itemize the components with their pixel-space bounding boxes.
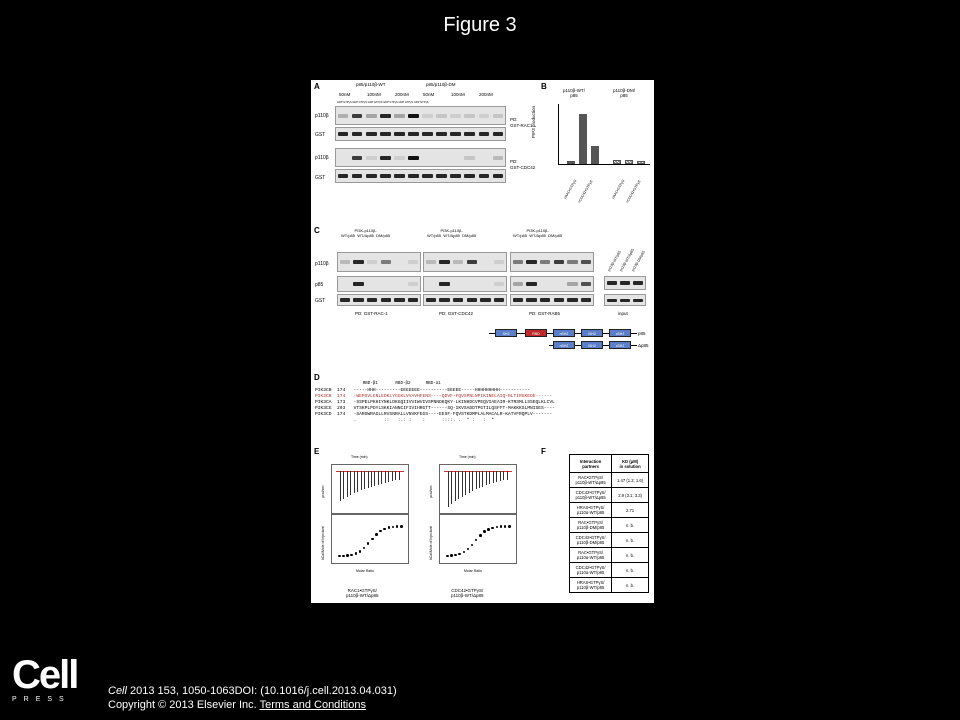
kd-row [570,473,649,488]
blot-band [381,260,391,264]
concentration-label: 200nM [395,92,409,97]
blot-band [540,260,550,264]
itc-point [346,554,349,557]
blot-band [394,298,404,302]
blot-band [394,156,405,160]
itc-point [363,547,366,550]
itc-spike [493,471,494,483]
blot-band [540,298,550,302]
itc-time-label: Time (min) [351,455,368,459]
itc-spike [496,471,497,482]
blot-band [513,260,523,264]
blot-band [620,299,630,302]
kd-partner: RAC•GTPγS/ p110α-WT/p85 [570,548,612,563]
itc-point [350,554,353,557]
citation-ref: 2013 153, 1050-1063DOI: (10.1016/j.cell.2013.04.031) [126,685,397,697]
cell-press-logo [12,653,82,703]
concentration-label: 50nM [339,92,351,97]
blot-band [479,174,490,178]
itc-raw-cdc42 [439,464,517,514]
kd-value: 1.47 (1.2; 1.6) [612,473,649,488]
blot-band [439,260,449,264]
blot-band [464,114,475,118]
panel-a-group-wt: p85/p110β-WT [356,82,386,87]
blot-c-rab5-gst [510,294,594,306]
itc-spike [368,471,369,488]
blot-band [464,132,475,136]
kd-value: 2.9 (3.1; 3.3) [612,488,649,503]
itc-spike [458,471,459,499]
itc-spike [469,471,470,493]
alignment-line: PIK3CB 174 -WEPSVLENLEDKLYGGKLVVAVHFENS----QDVF-FQVSPNLNPIKINELAIQ-RLTIRGKEDE------ [315,394,553,399]
itc-point [467,548,470,551]
blot-c-rab5-p85 [510,276,594,292]
blot-band [620,281,630,285]
blot-band [338,114,349,118]
blot-a-gst-rac1 [335,127,506,141]
journal-name: Cell [108,685,127,697]
blot-band [567,260,577,264]
blot-a-gst-cdc42 [335,169,506,183]
panel-b-bar [625,160,633,164]
blot-band [581,282,591,286]
itc-point [367,542,370,545]
itc-point [396,525,399,528]
blot-a-p110-rac1 [335,106,506,125]
alignment-line: PIK3CG 203 VTSKPLPDYLSKKIANNCIFIVIHRGTT------SQ-IKVSADDTPGTILQSFFT-MAKKKSLMNISES---- [315,406,555,411]
itc-spike [500,471,501,481]
panel-b-group-wt: p110β-WT/ p85 [563,88,586,98]
panel-b-bar [613,160,621,164]
itc-point [479,534,482,537]
blot-band [554,298,564,302]
itc-spike [385,471,386,483]
panel-a-pd-rac1: PD: GST-RAC1 [510,117,533,128]
itc-time-label: Time (min) [459,455,476,459]
panel-c-label: C [314,226,320,235]
domain-box: SH3 [495,329,517,337]
copyright-text: Copyright © 2013 Elsevier Inc. [108,699,260,711]
blot-band [367,298,377,302]
blot-band [436,174,447,178]
blot-c-rac1-gst [337,294,421,306]
terms-link[interactable]: Terms and Conditions [259,699,366,711]
kd-row [570,548,649,563]
panel-b-xtick: +RAC•GTPγS [563,178,578,200]
itc-caption-rac1: RAC1•GTPγS/ p110β-WT/Δp85 [346,588,379,598]
blot-band [380,132,391,136]
kd-partner: CDC42•GTPγS/ p110α-WT/p85 [570,563,612,578]
itc-point [508,525,511,528]
domain-box: iSH2 [581,341,603,349]
itc-spike [489,471,490,484]
itc-spike [347,471,348,497]
blot-band [381,298,391,302]
panel-b-group-dm: p110β-DM/ p85 [613,88,636,98]
itc-point [458,553,461,556]
itc-spike [476,471,477,489]
itc-point [375,533,378,536]
blot-band [408,298,418,302]
domain-label-p85: p85 [638,331,646,336]
itc-point [383,528,386,531]
panel-a-nucleotides: GDP GTPγS GDP GTPγS GDP GTPγS GDP GTPγS GDP GTPγS GDP GTPγS [337,101,429,104]
kd-value: n. b. [612,548,649,563]
itc-spike [472,471,473,491]
domain-box: iSH2 [581,329,603,337]
itc-point [500,525,503,528]
kd-header-kd: KD (μM) in solution [612,455,649,473]
itc-spike [388,471,389,482]
blot-band [633,299,643,302]
blot-band [352,174,363,178]
panel-b-bar [591,146,599,164]
blot-band [493,114,504,118]
blot-band [453,260,463,264]
kd-value: n. b. [612,518,649,533]
panel-a-row-label: GST [315,175,326,181]
panel-c-row-label: p110β [315,261,329,267]
itc-spike [465,471,466,495]
panel-c-input-col: p110β-DM/p85 [631,250,646,272]
itc-spike [381,471,382,484]
panel-a-label: A [314,82,320,91]
kd-header-partners: Interaction partners [570,455,612,473]
panel-b-x-axis [558,164,650,165]
itc-spike [374,471,375,486]
blot-band [581,260,591,264]
itc-spike [343,471,344,499]
blot-band [408,156,419,160]
itc-spike [378,471,379,485]
panel-b-bar [567,161,575,164]
kd-partner: RAC•GTPγS/ p110β-WT/Δp85 [570,473,612,488]
itc-xlabel: Molar Ratio [464,569,482,573]
itc-point [491,527,494,530]
panel-c-input-col: p110β-WT/Δp85 [619,248,636,272]
blot-band [493,132,504,136]
blot-band [352,156,363,160]
panel-b-bar [579,114,587,164]
domain-box: nSH2 [553,329,575,337]
panel-d-label: D [314,373,320,382]
blot-band [526,282,536,286]
panel-c-group-title: PI3K-p110β- WT/p85 WT/Δp85 DM/p85 [427,228,477,238]
blot-band [353,260,363,264]
domain-box: nSH2 [553,341,575,349]
itc-point [400,525,403,528]
concentration-label: 50nM [423,92,435,97]
panel-b-xtick: +RAC•GTPγS [611,178,626,200]
kd-value: n. b. [612,533,649,548]
itc-point [475,539,478,542]
kd-partner: CDC42•GTPγS/ p110β-DM/p85 [570,533,612,548]
kd-value: 2.71 [612,503,649,518]
panel-c-group-title: PI3K-p110β- WT/p85 WT/Δp85 DM/p85 [513,228,563,238]
kd-partner: HRAS•GTPγS/ p110α-WT/p85 [570,503,612,518]
blot-band [422,174,433,178]
panel-c-pd-rac1: PD: GST-RAC-1 [355,311,388,316]
itc-spike [503,471,504,480]
figure-image [311,80,654,603]
concentration-label: 200nM [479,92,493,97]
itc-spike [462,471,463,497]
itc-caption-cdc42: CDC42•GTPγS/ p110β-WT/Δp85 [451,588,484,598]
blot-band [581,298,591,302]
panel-c-pd-rab5: PD: GST-RAB5 [529,311,561,316]
blot-band [450,132,461,136]
itc-spike [364,471,365,489]
panel-a-pd-cdc42: PD: GST-CDC42 [510,159,536,170]
blot-c-cdc42-gst [423,294,507,306]
blot-band [338,132,349,136]
panel-b-ylabel: PIP3 production [531,105,536,138]
itc-point [463,551,466,554]
panel-b-bar [637,161,645,164]
domain-box: RBD [525,329,547,337]
panel-b-label: B [541,82,547,91]
domain-box: cSH2 [609,329,631,337]
panel-c-row-label: p85 [315,282,324,288]
blot-band [408,260,418,264]
blot-band [366,114,377,118]
itc-spike [354,471,355,493]
kd-row [570,563,649,578]
alignment-line: PIK3CB 174 -----HHH---------EEEEEEE----------EEEEE-----HHHHHHHHH----------- [315,388,531,393]
blot-band [394,114,405,118]
itc-spike [350,471,351,495]
blot-band [366,174,377,178]
panel-c-pd-input: input [618,311,628,316]
panel-a-row-label: p110β [315,113,329,119]
itc-spike [357,471,358,492]
blot-band [394,132,405,136]
blot-band [408,174,419,178]
blot-band [480,298,490,302]
blot-band [467,260,477,264]
itc-point [450,554,453,557]
alignment-line: . :: :.: : : ::::. . * : : * [315,418,525,423]
panel-b-xtick: +CDC42•GTPγS [577,179,594,204]
blot-band [494,298,504,302]
panel-c-input-col: p110β-WT/p85 [607,250,622,272]
blot-band [567,282,577,286]
logo-press: PRESS [12,696,71,703]
blot-band [380,156,391,160]
itc-point [471,544,474,547]
itc-point [483,530,486,533]
blot-band [366,156,377,160]
itc-ylabel-bottom: kCal/Mole of Injectant [429,526,433,560]
itc-point [454,554,457,557]
kd-row [570,578,649,593]
citation [108,684,397,712]
panel-e-label: E [314,447,320,456]
itc-point [388,526,391,529]
blot-band [526,260,536,264]
blot-c-input-p85 [604,294,646,306]
blot-band [352,114,363,118]
blot-band [436,132,447,136]
panel-c-row-label: GST [315,298,326,304]
blot-band [436,114,447,118]
blot-band [633,281,643,285]
itc-binding-rac1 [331,514,409,564]
blot-band [380,174,391,178]
itc-spike [395,471,396,480]
blot-band [380,114,391,118]
blot-band [494,260,504,264]
blot-band [554,260,564,264]
itc-point [392,526,395,529]
panel-c-pd-cdc42: PD: GST-CDC42 [439,311,474,316]
kd-row [570,488,649,503]
itc-point [359,550,362,553]
itc-spike [371,471,372,487]
domain-label-dp85: Δp85 [638,343,649,348]
panel-a-row-label: GST [315,132,326,138]
kd-value: n. b. [612,563,649,578]
itc-spike [399,471,400,480]
kd-row [570,503,649,518]
domain-box: cSH2 [609,341,631,349]
kd-partner: RAC•GTPγS/ p110β-DM/p85 [570,518,612,533]
alignment-line: PIK3CA 173 -SSPELPKHIYNKLDKGQIIVVIWVIVSPNNDKQKY-LKINHDCVPEQVIAEAIR-KTRSMLLSSEQLKLCVL [315,400,555,405]
blot-band [464,156,475,160]
blot-band [366,132,377,136]
blot-band [567,298,577,302]
blot-band [450,114,461,118]
blot-band [607,281,617,285]
blot-a-p110-cdc42 [335,148,506,167]
blot-band [340,260,350,264]
kd-table [569,454,649,593]
blot-band [439,282,449,286]
blot-band [408,114,419,118]
blot-band [408,132,419,136]
itc-spike [486,471,487,485]
itc-point [338,555,341,558]
itc-point [355,552,358,555]
blot-band [513,298,523,302]
blot-band [340,298,350,302]
itc-spike [451,471,452,504]
itc-point [504,525,507,528]
blot-band [422,114,433,118]
itc-spike [340,471,341,501]
blot-band [367,260,377,264]
alignment-line: PIK3CD 174 -SARGWRAGLLRVSNRALLVNVKFEGS----EESF-FQVSTKDMPLALMACALR-KATVFRQPLV------- [315,412,553,417]
blot-band [453,298,463,302]
concentration-label: 100nM [451,92,465,97]
itc-raw-rac1 [331,464,409,514]
itc-spike [455,471,456,501]
blot-band [607,299,617,302]
blot-c-rac1-p85 [337,276,421,292]
blot-c-cdc42-p110 [423,252,507,272]
itc-point [342,555,345,558]
blot-band [352,132,363,136]
panel-c-group-title: PI3K-p110β- WT/p85 WT/Δp85 DM/p85 [341,228,391,238]
blot-band [353,282,363,286]
itc-spike [448,471,449,507]
blot-band [479,114,490,118]
kd-row [570,518,649,533]
itc-ylabel-top: μcal/sec [429,485,433,498]
panel-a-row-label: p110β [315,155,329,161]
itc-point [446,555,449,558]
blot-band [439,298,449,302]
kd-value: n. b. [612,578,649,593]
blot-band [513,282,523,286]
itc-point [496,526,499,529]
blot-band [394,174,405,178]
blot-band [493,174,504,178]
itc-ylabel-top: μcal/sec [321,485,325,498]
blot-band [479,132,490,136]
kd-row [570,533,649,548]
blot-band [493,156,504,160]
blot-c-input-p110 [604,276,646,290]
blot-c-rab5-p110 [510,252,594,272]
itc-spike [479,471,480,488]
concentration-label: 100nM [367,92,381,97]
itc-spike [482,471,483,487]
itc-point [487,528,490,531]
blot-c-rac1-p110 [337,252,421,272]
blot-band [338,174,349,178]
kd-partner: CDC42•GTPγS/ p110β-WT/Δp85 [570,488,612,503]
itc-point [379,530,382,533]
itc-ylabel-bottom: kCal/Mole of Injectant [321,526,325,560]
panel-b-y-axis [558,104,559,164]
itc-point [371,538,374,541]
logo-word: Cell [12,653,78,697]
blot-band [422,132,433,136]
blot-band [408,282,418,286]
blot-band [464,174,475,178]
kd-partner: HRAS•GTPγS/ p110β-WT/p85 [570,578,612,593]
blot-band [426,260,436,264]
itc-spike [392,471,393,481]
blot-band [426,298,436,302]
itc-binding-cdc42 [439,514,517,564]
blot-c-cdc42-p85 [423,276,507,292]
figure-title: Figure 3 [443,14,517,36]
panel-b-xtick: +CDC42•GTPγS [625,179,642,204]
panel-f-label: F [541,447,546,456]
blot-band [353,298,363,302]
blot-band [450,174,461,178]
itc-xlabel: Molar Ratio [356,569,374,573]
alignment-header: RBD-β1 RBD-β2 RBD-α1 [315,382,441,386]
blot-band [494,282,504,286]
panel-a-group-dm: p85/p110β-DM [426,82,456,87]
itc-spike [361,471,362,490]
blot-band [526,298,536,302]
itc-spike [507,471,508,480]
blot-band [467,298,477,302]
